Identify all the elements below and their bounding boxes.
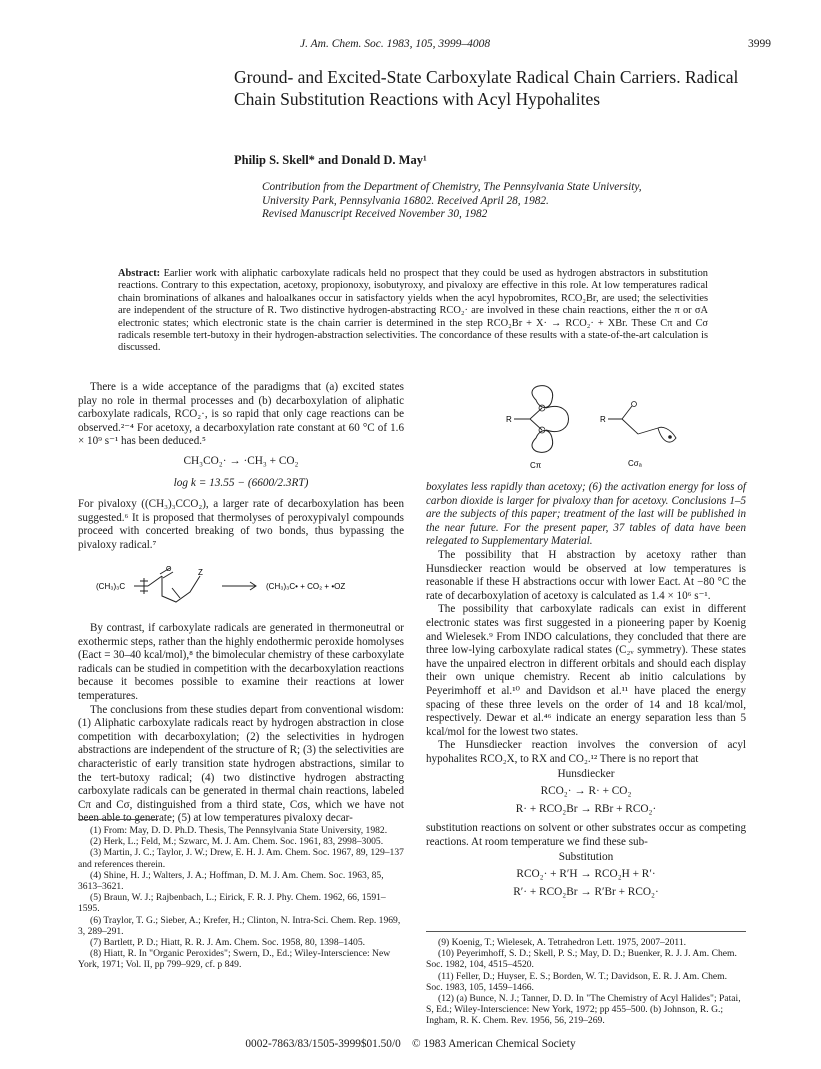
footer-copyright: © 1983 American Chemical Society — [412, 1038, 576, 1050]
footnote: (9) Koenig, T.; Wielesek, A. Tetrahedron Lett. 1975, 2007–2011. — [438, 937, 687, 948]
paragraph: By contrast, if carboxylate radicals are generated in thermoneutral or exothermic steps, rather than the highly endothermic peroxide homolyses (Eact = 30–40 kcal/mol),⁸ the bimolecular chemistry of these carboxylate radicals can be studied in competition with the decarboxylation reactions because it becomes possible to examine their reactions at lower temperatures. — [78, 622, 404, 702]
paragraph: For pivaloxy ((CH₃)₃CCO₂), a larger rate of decarboxylation has been suggested.⁶ It is proposed that thermolyses of peroxypivalyl compounds proceed with concerted breaking of two bonds, thus bypassing the pivaloxy radical.⁷ — [78, 498, 404, 551]
affiliation-line: University Park, Pennsylvania 16802. Received April 28, 1982. — [262, 194, 549, 207]
paragraph: There is a wide acceptance of the paradigms that (a) excited states play no role in thermal processes and (b) decarboxylation of aliphatic carboxylate radicals, RCO₂·, is so rapid that only cage reactions can be observed.²⁻⁴ For acetoxy, a decarboxylation rate constant at 60 °C of 1.6 × 10⁹ s⁻¹ has been deduced.⁵ — [78, 381, 404, 448]
authors: Philip S. Skell* and Donald D. May¹ — [234, 153, 427, 167]
affiliation-line: Revised Manuscript Received November 30, 1982 — [262, 208, 488, 220]
equation: R· + RCO₂Br → RBr + RCO₂· — [515, 802, 657, 815]
affiliation — [262, 181, 762, 222]
footnote: (4) Shine, H. J.; Walters, J. A.; Hoffman, D. M. J. Am. Chem. Soc. 1963, 85, 3613–3621. — [78, 869, 384, 893]
paragraph: The conclusions from these studies depart from conventional wisdom: (1) Aliphatic carboxylate radicals react by hydrogen abstraction in close competition with decarboxylation; (2) the selectivities in hydrogen abstractions are independent of the structure of R; (3) the selectivities are characteristic of early transition state hydrogen abstractions, similar to the tert-butoxy radical; (4) two distinctive hydrogen abstracting carboxylate radicals can be generated in thermal chain reactions, labeled Cπ and Cσ, distinguished from a third state, Cσs, which we have not been able to generate; (5) at low temperatures pivaloxy decar- — [78, 703, 404, 825]
footer-code: 0002-7863/83/1505-3999$01.50/0 — [245, 1038, 401, 1050]
footnote: (1) From: May, D. D. Ph.D. Thesis, The Pennsylvania State University, 1982. — [90, 825, 388, 836]
scheme-z: Z — [198, 568, 203, 577]
abstract — [118, 268, 708, 355]
footnotes-left — [78, 825, 404, 971]
footnote: (8) Hiatt, R. In "Organic Peroxides"; Swern, D., Ed.; Wiley-Interscience: New York, 1971; Vol. II, pp 799–929, cf. p 849. — [78, 948, 391, 971]
abstract-label: Abstract: — [118, 268, 161, 279]
page-footer — [0, 1038, 821, 1050]
article-title: Ground- and Excited-State Carboxylate Radical Chain Carriers. Radical Chain Substitution Reactions with Acyl Hypohalites — [234, 67, 739, 109]
equation: RCO₂· + R′H → RCO₂H + R′· — [516, 868, 656, 881]
footnote: (5) Braun, W. J.; Rajbenbach, L.; Eirick, F. R. J. Phy. Chem. 1962, 66, 1591–1595. — [78, 892, 386, 915]
affiliation-line: Contribution from the Department of Chemistry, The Pennsylvania State University, — [262, 181, 642, 193]
scheme-label: Hunsdiecker — [557, 768, 615, 781]
figure-label-c-sigma: Cσₐ — [628, 459, 642, 468]
scheme-left-group: (CH₃)₃C — [96, 582, 126, 591]
right-column — [426, 481, 746, 899]
footnote: (10) Peyerimhoff, S. D.; Skell, P. S.; May, D. D.; Buenker, R. J. J. Am. Chem. Soc. 1982, 104, 4515–4520. — [426, 948, 737, 971]
figure-label-r: R — [506, 415, 512, 424]
paragraph: The Hunsdiecker reaction involves the conversion of acyl hypohalites RCO₂X, to RX and CO₂.¹² There is no report that — [426, 739, 746, 765]
footnotes-right — [426, 937, 746, 1027]
equation: log k = 13.55 − (6600/2.3RT) — [173, 476, 309, 489]
orbital-figure — [480, 380, 730, 472]
footnote: (11) Feller, D.; Huyser, E. S.; Borden, W. T.; Davidson, E. R. J. Am. Chem. Soc. 1983, 105, 1459–1466. — [426, 970, 727, 993]
scheme-oxygen: O — [166, 566, 172, 573]
footnote: (6) Traylor, T. G.; Sieber, A.; Krefer, H.; Clinton, N. Intra-Sci. Chem. Rep. 1969, 3, 289–291. — [78, 914, 401, 937]
footnote: (12) (a) Bunce, N. J.; Tanner, D. D. In "The Chemistry of Acyl Halides"; Patai, S, Ed.; Wiley-Interscience: New York, 1972; pp 455–500. (b) Johnson, R. G.; Ingham, R. K. Chem. Rev. 1956, 56, 219–269. — [426, 993, 741, 1027]
figure-label-r: R — [600, 415, 606, 424]
equation: RCO₂· → R· + CO₂ — [540, 785, 632, 798]
paragraph: The possibility that H abstraction by acetoxy rather than Hunsdiecker reaction would be observed at low temperatures is reasonable if these H abstractions occur with lower Eact. At −80 °C the rate of decarboxylation of acetoxy is calculated as 1.4 × 10⁶ s⁻¹. — [426, 548, 746, 602]
paragraph: The possibility that carboxylate radicals can exist in different electronic states was first suggested in a pioneering paper by Koenig and Wielesek.⁹ From INDO calculations, they concluded that there are three low-lying carboxylate radical states (C₂ᵥ symmetry). These states have the unpaired electron in different orbitals and should each display their own unique chemistry. Recent ab initio calculations by Peyerimhoff et al.¹⁰ and Davidson et al.¹¹ have placed the energy spacing of these three levels on the order of 14 and 18 kcal/mol, respectively. Dewar et al.⁴⁶ indicate an energy separation less than 5 kcal/mol for the lowest two states. — [426, 603, 746, 738]
paragraph: substitution reactions on solvent or other substrates occur as competing reactions. At room temperature we find these sub- — [426, 822, 746, 848]
footnote-rule — [426, 931, 746, 932]
scheme-products: (CH₃)₃C• + CO₂ + •OZ — [266, 582, 346, 591]
equation: R′· + RCO₂Br → R′Br + RCO₂· — [513, 885, 659, 898]
footnote: (3) Martin, J. C.; Taylor, J. W.; Drew, E. H. J. Am. Chem. Soc. 1967, 89, 129–137 and references therein. — [78, 847, 404, 870]
footnote-rule — [78, 819, 158, 820]
page-number: 3999 — [748, 38, 771, 50]
running-header: J. Am. Chem. Soc. 1983, 105, 3999–4008 — [300, 38, 491, 50]
equation: CH₃CO₂· → ·CH₃ + CO₂ — [183, 454, 299, 467]
footnote: (7) Bartlett, P. D.; Hiatt, R. R. J. Am. Chem. Soc. 1958, 80, 1398–1405. — [90, 937, 366, 949]
figure-label-c-pi: Cπ — [530, 461, 542, 470]
paragraph: boxylates less rapidly than acetoxy; (6) the activation energy for loss of carbon dioxide is larger for pivaloxy than for acetoxy. Conclusions 1–5 are the subjects of this paper; treatment of the last will be published in the near future. For the present paper, 37 tables of data have been relegated to Supplementary Material. — [426, 481, 746, 548]
scheme-label: Substitution — [558, 851, 614, 864]
footnote: (2) Herk, L.; Feld, M.; Szwarc, M. J. Am. Chem. Soc. 1961, 83, 2998–3005. — [90, 836, 384, 848]
left-column-bottom — [78, 622, 404, 826]
abstract-text: Earlier work with aliphatic carboxylate radicals held no prospect that they could be used as hydrogen abstractors in substitution reactions. Contrary to this expectation, acetoxy, propionoxy, isobutyroxy, and pivaloxy are effective in this role. At low temperatures radical chain brominations of alkanes and haloalkanes occur in satisfactory yields when the acyl hypobromites, RCO₂Br, are used; the selectivities are independent of the structure of R. Two distinctive hydrogen-abstracting RCO₂· are involved in these chain reactions, either the π or σA electronic states; which electronic state is the chain carrier is determined in the step RCO₂Br + X· → RCO₂· + XBr. These Cπ and Cσ radicals resemble tert-butoxy in their hydrogen-abstraction selectivities. The concordance of these results with a state-of-the-art calculation is discussed. — [118, 268, 708, 354]
peroxide-fragmentation-scheme — [96, 562, 396, 612]
left-column-top — [78, 381, 404, 553]
